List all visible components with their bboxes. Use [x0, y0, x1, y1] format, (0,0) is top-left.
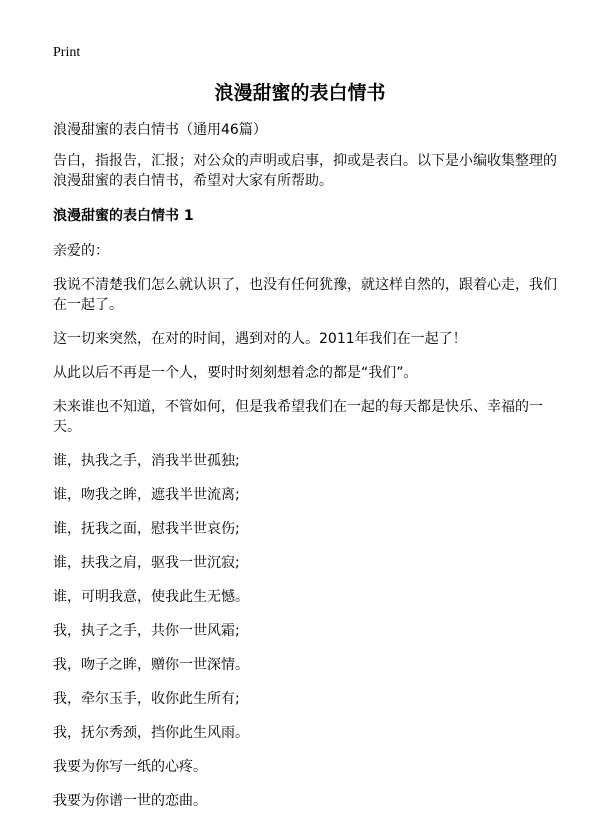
paragraph-salutation: 亲爱的： — [53, 243, 109, 259]
paragraph: 未来谁也不知道，不管如何，但是我希望我们在一起的每天都是快乐、幸福的一天。 — [53, 399, 543, 435]
page-title: 浪漫甜蜜的表白情书 — [214, 82, 386, 104]
poem-line: 我，吻子之眸，赠你一世深情。 — [53, 657, 249, 673]
poem-line: 我，牵尔玉手，收你此生所有; — [53, 691, 240, 707]
article-intro: 告白，指报告，汇报；对公众的声明或启事，抑或是表白。以下是小编收集整理的浪漫甜蜜的表白情书，希望对大家有所帮助。 — [53, 153, 557, 189]
poem-line: 谁，执我之手，消我半世孤独; — [53, 453, 240, 469]
paragraph: 我说不清楚我们怎么就认识了，也没有任何犹豫，就这样自然的，跟着心走，我们在一起了。 — [53, 277, 557, 313]
poem-line: 我，抚尔秀颈，挡你此生风雨。 — [53, 725, 249, 741]
paragraph: 我要为你谱一世的恋曲。 — [53, 793, 207, 809]
poem-line: 谁，抚我之面，慰我半世哀伤; — [53, 521, 240, 537]
poem-line: 谁，吻我之眸，遮我半世流离; — [53, 487, 240, 503]
section-heading: 浪漫甜蜜的表白情书 1 — [53, 208, 194, 224]
article-subtitle: 浪漫甜蜜的表白情书（通用46篇） — [53, 122, 267, 138]
article-body — [53, 120, 557, 825]
paragraph: 我要为你写一纸的心疼。 — [53, 759, 207, 775]
poem-line: 谁，可明我意，使我此生无憾。 — [53, 589, 249, 605]
print-link[interactable]: Print — [53, 45, 81, 60]
poem-line: 谁，扶我之肩，驱我一世沉寂; — [53, 555, 240, 571]
paragraph: 从此以后不再是一个人，要时时刻刻想着念的都是“我们”。 — [53, 365, 418, 381]
poem-line: 我，执子之手，共你一世风霜; — [53, 623, 240, 639]
paragraph: 这一切来突然，在对的时间，遇到对的人。2011年我们在一起了！ — [53, 331, 467, 347]
